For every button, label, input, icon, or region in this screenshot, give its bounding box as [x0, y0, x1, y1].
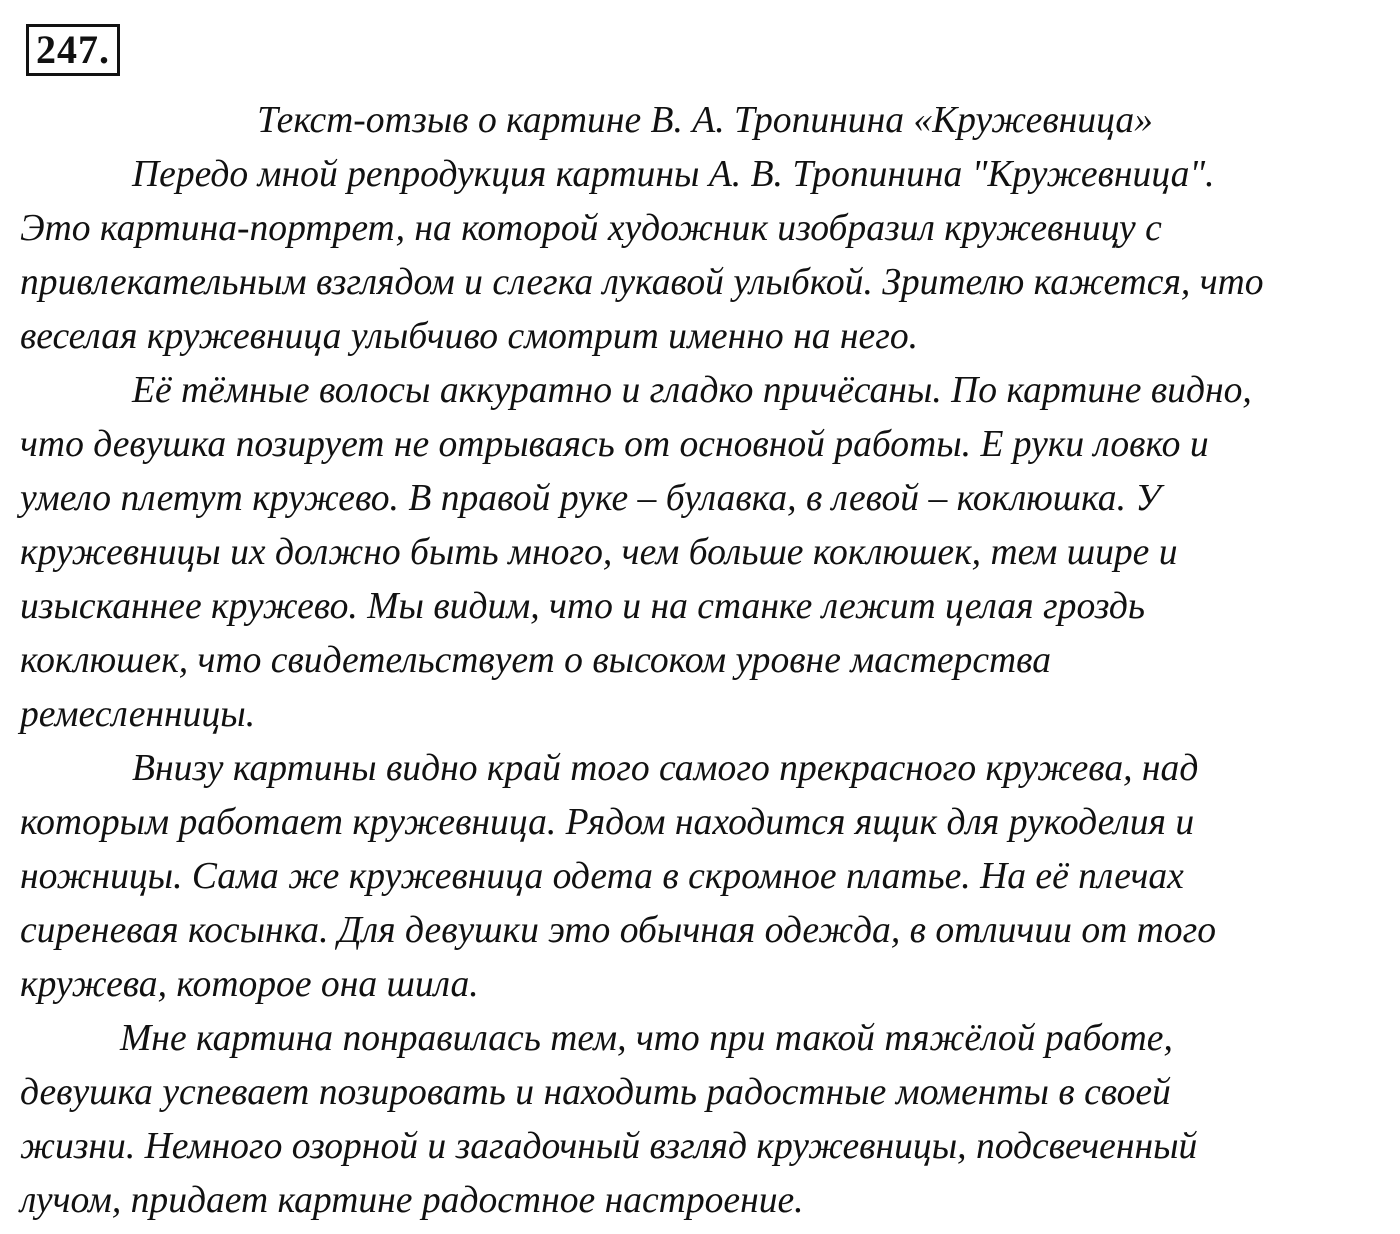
paragraph-2: [20, 364, 1390, 742]
paragraph-line: сиреневая косынка. Для девушки это обычная одежда, в отличии от того: [20, 910, 1217, 951]
document-body: [20, 94, 1390, 1228]
paragraph-line: кружевницы их должно быть много, чем больше коклюшек, тем шире и: [20, 532, 1178, 573]
paragraph-line: что девушка позирует не отрываясь от основной работы. Е руки ловко и: [20, 424, 1209, 465]
paragraph-line: которым работает кружевница. Рядом находится ящик для рукоделия и: [20, 802, 1195, 843]
paragraph-line: привлекательным взглядом и слегка лукавой улыбкой. Зрителю кажется, что: [20, 262, 1264, 303]
paragraph-4: [20, 1012, 1390, 1228]
document-title: Текст-отзыв о картине В. А. Тропинина «Кружевница»: [257, 100, 1153, 141]
paragraph-line: ножницы. Сама же кружевница одета в скромное платье. На её плечах: [20, 856, 1184, 897]
paragraph-line: лучом, придает картине радостное настроение.: [20, 1180, 804, 1221]
paragraph-line: кружева, которое она шила.: [20, 964, 479, 1005]
paragraph-line: жизни. Немного озорной и загадочный взгляд кружевницы, подсвеченный: [20, 1126, 1198, 1167]
paragraph-3: [20, 742, 1390, 1012]
paragraph-line: Её тёмные волосы аккуратно и гладко причёсаны. По картине видно,: [132, 370, 1252, 411]
paragraph-line: девушка успевает позировать и находить радостные моменты в своей: [20, 1072, 1171, 1113]
paragraph-line: Внизу картины видно край того самого прекрасного кружева, над: [132, 748, 1199, 789]
paragraph-1: [20, 148, 1390, 364]
paragraph-line: Мне картина понравилась тем, что при такой тяжёлой работе,: [120, 1018, 1173, 1059]
paragraph-line: Это картина-портрет, на которой художник изобразил кружевницу с: [20, 208, 1162, 249]
paragraph-line: умело плетут кружево. В правой руке – булавка, в левой – коклюшка. У: [20, 478, 1161, 519]
task-number-box: 247.: [26, 24, 120, 76]
paragraph-line: изысканнее кружево. Мы видим, что и на станке лежит целая гроздь: [20, 586, 1146, 627]
paragraph-line: веселая кружевница улыбчиво смотрит именно на него.: [20, 316, 919, 357]
paragraph-line: коклюшек, что свидетельствует о высоком уровне мастерства: [20, 640, 1051, 681]
paragraph-line: Передо мной репродукция картины А. В. Тропинина "Кружевница".: [132, 154, 1215, 195]
paragraph-line: ремесленницы.: [20, 694, 256, 735]
